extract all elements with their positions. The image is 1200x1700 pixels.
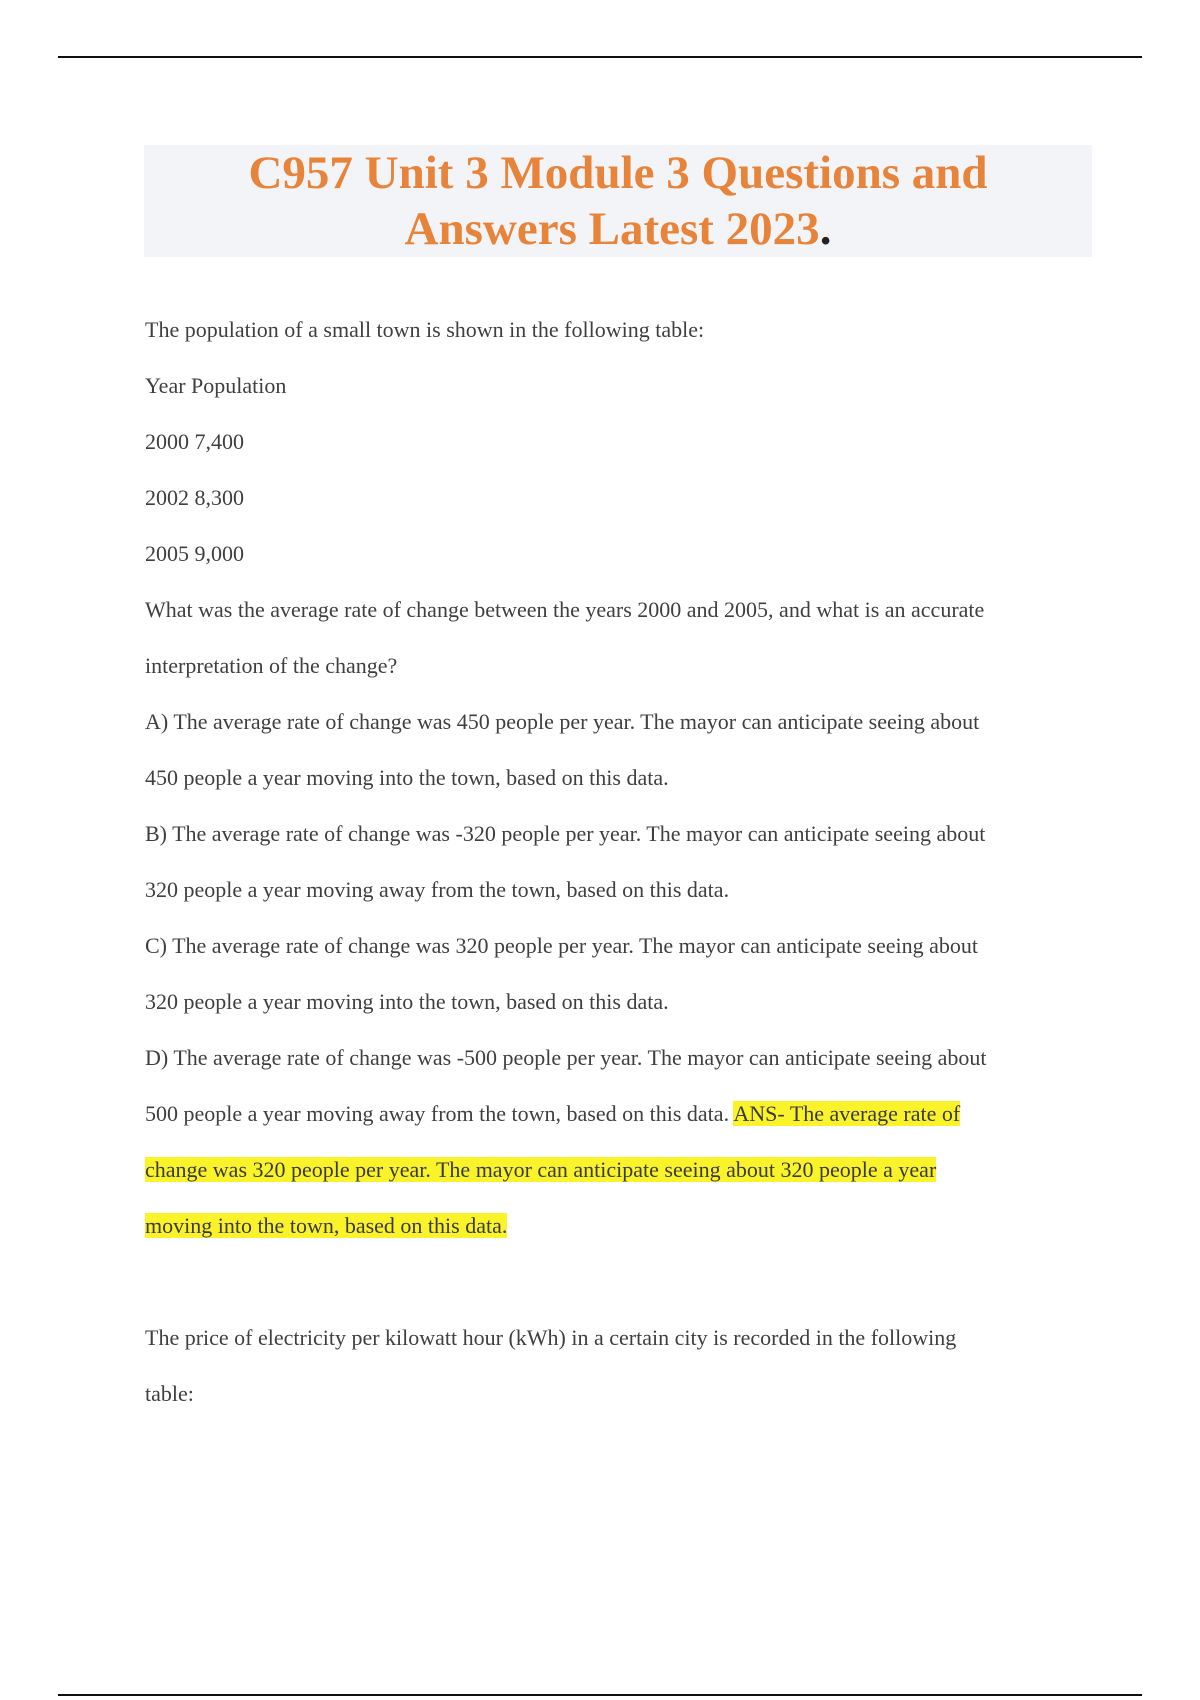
question1-prompt-line-2: interpretation of the change?: [145, 653, 398, 678]
option-b-line-2: 320 people a year moving away from the town, based on this data.: [145, 877, 730, 902]
option-c-line-2: 320 people a year moving into the town, based on this data.: [145, 989, 669, 1014]
option-d-line-2: [145, 1086, 1085, 1142]
question2-intro-line-2: table:: [145, 1381, 194, 1406]
option-a-line-1: A) The average rate of change was 450 people per year. The mayor can anticipate seeing about: [145, 709, 980, 734]
option-b-line-1: B) The average rate of change was -320 people per year. The mayor can anticipate seeing about: [145, 821, 986, 846]
title-line-2-text: Answers Latest 2023: [404, 203, 820, 255]
population-table-row: 2000 7,400: [145, 429, 244, 454]
title-line-1: C957 Unit 3 Module 3 Questions and: [248, 147, 988, 199]
answer-line-3: [145, 1198, 1085, 1254]
population-table-row: 2005 9,000: [145, 541, 244, 566]
top-rule: [58, 56, 1142, 58]
answer-highlight-part-2: change was 320 people per year. The mayor can anticipate seeing about 320 people a year: [145, 1157, 937, 1182]
question1-intro: The population of a small town is shown in the following table:: [145, 317, 705, 342]
option-a-line-2: 450 people a year moving into the town, based on this data.: [145, 765, 669, 790]
population-table-row: 2002 8,300: [145, 485, 244, 510]
section-spacer: [145, 1254, 1085, 1310]
answer-highlight-part-3: moving into the town, based on this data.: [145, 1213, 508, 1238]
answer-highlight-part-1: ANS- The average rate of: [733, 1101, 961, 1126]
bottom-rule: [58, 1694, 1142, 1696]
population-table-header: Year Population: [145, 373, 287, 398]
answer-line-2: [145, 1142, 1085, 1198]
document-body: [145, 302, 1085, 1422]
question1-prompt-line-1: What was the average rate of change between the years 2000 and 2005, and what is an accurate: [145, 597, 985, 622]
title-trailing-period: .: [819, 203, 832, 255]
question2-intro-line-1: The price of electricity per kilowatt hour (kWh) in a certain city is recorded in the following: [145, 1325, 957, 1350]
option-d-line-2-text: 500 people a year moving away from the town, based on this data.: [145, 1101, 730, 1126]
title-banner: [144, 145, 1092, 257]
option-c-line-1: C) The average rate of change was 320 people per year. The mayor can anticipate seeing about: [145, 933, 978, 958]
title-line-2: [144, 201, 1092, 257]
option-d-line-1: D) The average rate of change was -500 people per year. The mayor can anticipate seeing about: [145, 1045, 987, 1070]
